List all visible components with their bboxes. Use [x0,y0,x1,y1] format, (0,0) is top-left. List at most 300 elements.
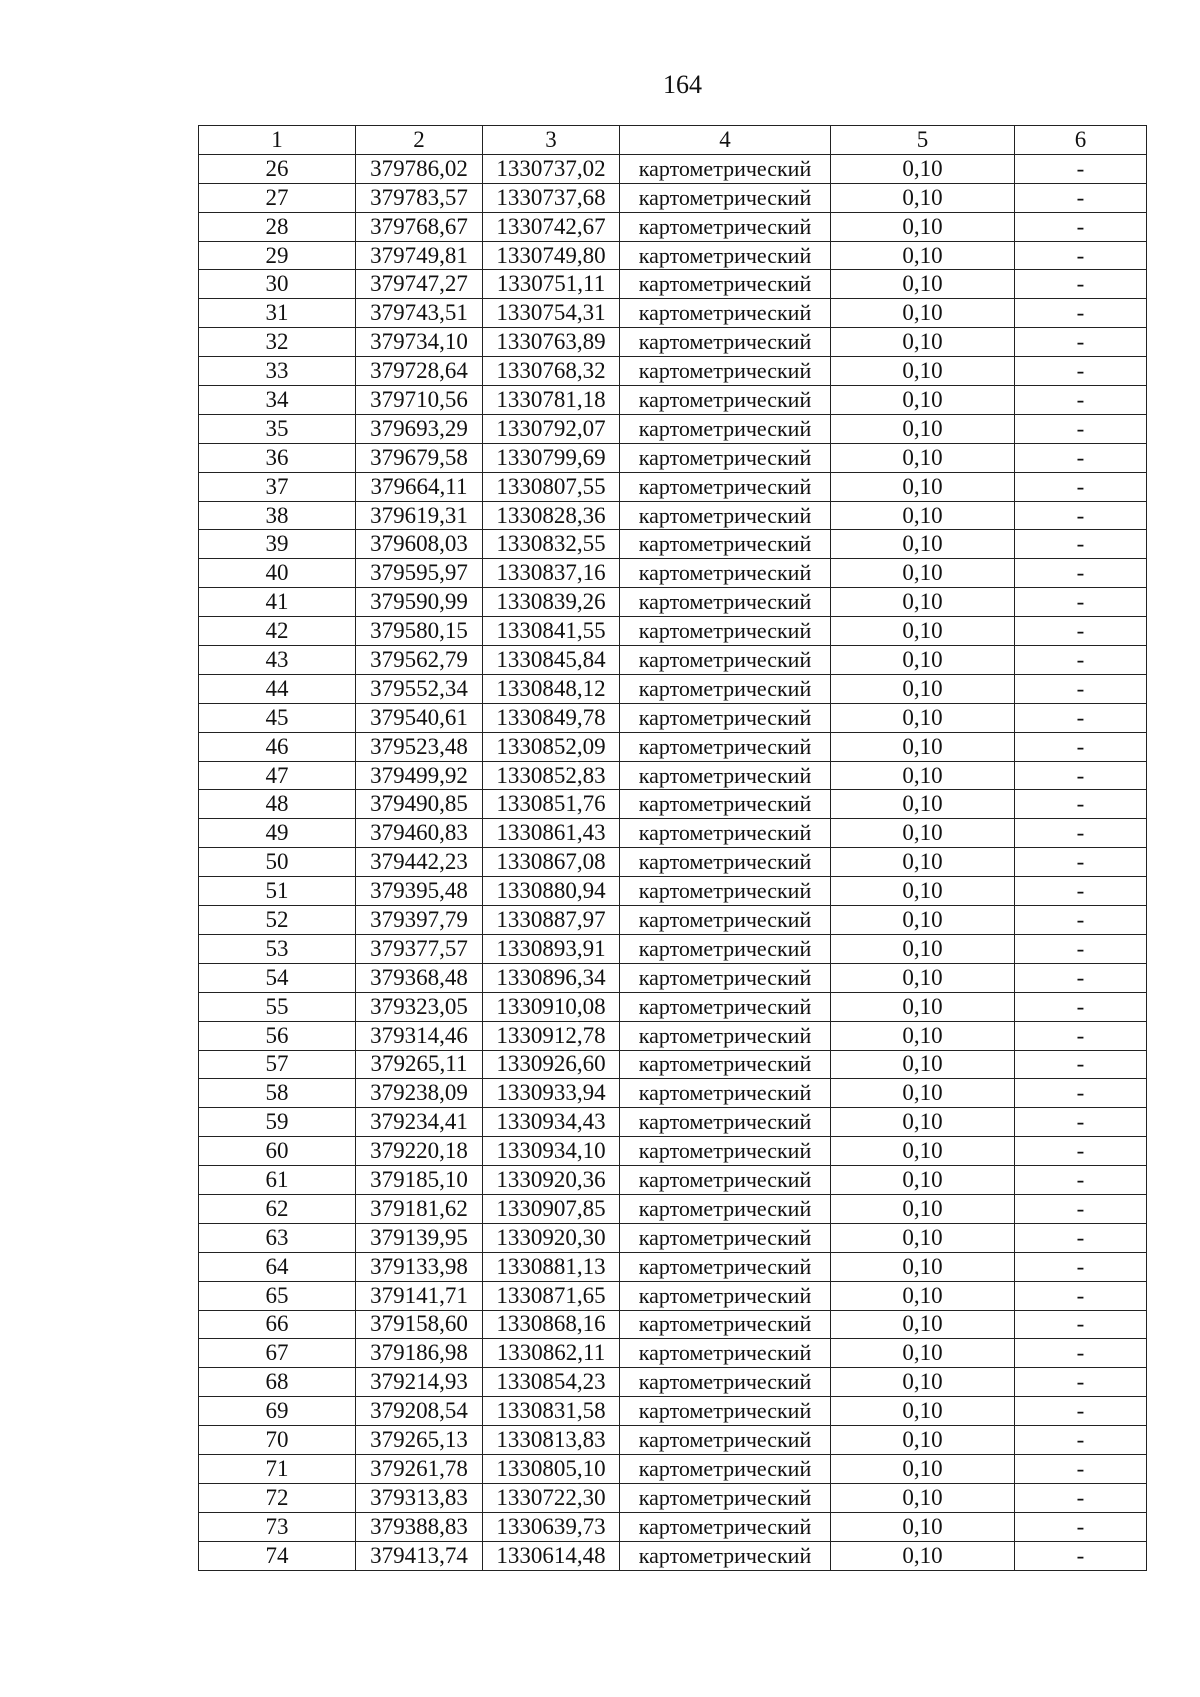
note-cell: - [1015,1454,1147,1483]
note-cell: - [1015,357,1147,386]
accuracy-cell: 0,10 [831,617,1015,646]
y-coordinate-cell: 1330934,43 [483,1108,620,1137]
y-coordinate-cell: 1330854,23 [483,1368,620,1397]
point-number-cell: 30 [199,270,356,299]
y-coordinate-cell: 1330813,83 [483,1426,620,1455]
table-row [199,1137,1147,1166]
accuracy-cell: 0,10 [831,501,1015,530]
accuracy-cell: 0,10 [831,732,1015,761]
point-number-cell: 73 [199,1512,356,1541]
accuracy-cell: 0,10 [831,934,1015,963]
point-number-cell: 37 [199,472,356,501]
note-cell: - [1015,848,1147,877]
x-coordinate-cell: 379181,62 [356,1194,483,1223]
y-coordinate-cell: 1330639,73 [483,1512,620,1541]
accuracy-cell: 0,10 [831,1050,1015,1079]
y-coordinate-cell: 1330852,09 [483,732,620,761]
method-cell: картометрический [620,559,831,588]
method-cell: картометрический [620,1079,831,1108]
accuracy-cell: 0,10 [831,819,1015,848]
y-coordinate-cell: 1330896,34 [483,963,620,992]
method-cell: картометрический [620,819,831,848]
table-row [199,732,1147,761]
point-number-cell: 60 [199,1137,356,1166]
x-coordinate-cell: 379388,83 [356,1512,483,1541]
x-coordinate-cell: 379460,83 [356,819,483,848]
note-cell: - [1015,819,1147,848]
x-coordinate-cell: 379499,92 [356,761,483,790]
page-number: 164 [663,70,702,99]
note-cell: - [1015,241,1147,270]
column-header-1: 1 [199,126,356,155]
method-cell: картометрический [620,934,831,963]
note-cell: - [1015,501,1147,530]
point-number-cell: 36 [199,443,356,472]
y-coordinate-cell: 1330880,94 [483,877,620,906]
column-header-3: 3 [483,126,620,155]
x-coordinate-cell: 379595,97 [356,559,483,588]
accuracy-cell: 0,10 [831,1483,1015,1512]
point-number-cell: 69 [199,1397,356,1426]
note-cell: - [1015,1483,1147,1512]
y-coordinate-cell: 1330849,78 [483,703,620,732]
table-row [199,154,1147,183]
method-cell: картометрический [620,443,831,472]
method-cell: картометрический [620,1252,831,1281]
accuracy-cell: 0,10 [831,357,1015,386]
table-row [199,559,1147,588]
note-cell: - [1015,617,1147,646]
x-coordinate-cell: 379679,58 [356,443,483,472]
point-number-cell: 62 [199,1194,356,1223]
note-cell: - [1015,154,1147,183]
y-coordinate-cell: 1330881,13 [483,1252,620,1281]
table-row [199,877,1147,906]
accuracy-cell: 0,10 [831,154,1015,183]
y-coordinate-cell: 1330754,31 [483,299,620,328]
x-coordinate-cell: 379540,61 [356,703,483,732]
note-cell: - [1015,1512,1147,1541]
column-header-6: 6 [1015,126,1147,155]
point-number-cell: 55 [199,992,356,1021]
table-body [199,154,1147,1570]
accuracy-cell: 0,10 [831,906,1015,935]
accuracy-cell: 0,10 [831,1166,1015,1195]
table-row [199,1310,1147,1339]
table-row [199,1050,1147,1079]
table-row [199,848,1147,877]
accuracy-cell: 0,10 [831,1223,1015,1252]
y-coordinate-cell: 1330722,30 [483,1483,620,1512]
point-number-cell: 68 [199,1368,356,1397]
method-cell: картометрический [620,1483,831,1512]
table-row [199,328,1147,357]
y-coordinate-cell: 1330742,67 [483,212,620,241]
accuracy-cell: 0,10 [831,472,1015,501]
x-coordinate-cell: 379619,31 [356,501,483,530]
method-cell: картометрический [620,646,831,675]
x-coordinate-cell: 379693,29 [356,414,483,443]
point-number-cell: 71 [199,1454,356,1483]
y-coordinate-cell: 1330737,02 [483,154,620,183]
note-cell: - [1015,1166,1147,1195]
point-number-cell: 38 [199,501,356,530]
note-cell: - [1015,1339,1147,1368]
method-cell: картометрический [620,1050,831,1079]
note-cell: - [1015,1252,1147,1281]
accuracy-cell: 0,10 [831,1252,1015,1281]
method-cell: картометрический [620,1108,831,1137]
y-coordinate-cell: 1330867,08 [483,848,620,877]
accuracy-cell: 0,10 [831,183,1015,212]
method-cell: картометрический [620,1223,831,1252]
note-cell: - [1015,183,1147,212]
x-coordinate-cell: 379158,60 [356,1310,483,1339]
note-cell: - [1015,934,1147,963]
point-number-cell: 40 [199,559,356,588]
note-cell: - [1015,1079,1147,1108]
accuracy-cell: 0,10 [831,588,1015,617]
y-coordinate-cell: 1330749,80 [483,241,620,270]
note-cell: - [1015,1223,1147,1252]
method-cell: картометрический [620,877,831,906]
table-row [199,183,1147,212]
table-row [199,212,1147,241]
y-coordinate-cell: 1330737,68 [483,183,620,212]
table-row [199,906,1147,935]
y-coordinate-cell: 1330614,48 [483,1541,620,1570]
note-cell: - [1015,559,1147,588]
accuracy-cell: 0,10 [831,1512,1015,1541]
point-number-cell: 35 [199,414,356,443]
note-cell: - [1015,472,1147,501]
note-cell: - [1015,674,1147,703]
accuracy-cell: 0,10 [831,1079,1015,1108]
point-number-cell: 45 [199,703,356,732]
note-cell: - [1015,790,1147,819]
x-coordinate-cell: 379608,03 [356,530,483,559]
y-coordinate-cell: 1330934,10 [483,1137,620,1166]
method-cell: картометрический [620,1426,831,1455]
point-number-cell: 54 [199,963,356,992]
point-number-cell: 42 [199,617,356,646]
table-row [199,443,1147,472]
table-row [199,992,1147,1021]
method-cell: картометрический [620,703,831,732]
y-coordinate-cell: 1330768,32 [483,357,620,386]
point-number-cell: 57 [199,1050,356,1079]
point-number-cell: 52 [199,906,356,935]
x-coordinate-cell: 379220,18 [356,1137,483,1166]
accuracy-cell: 0,10 [831,1368,1015,1397]
table-row [199,1252,1147,1281]
table-row [199,1541,1147,1570]
accuracy-cell: 0,10 [831,443,1015,472]
y-coordinate-cell: 1330751,11 [483,270,620,299]
table-row [199,819,1147,848]
accuracy-cell: 0,10 [831,1339,1015,1368]
table-row [199,1194,1147,1223]
point-number-cell: 58 [199,1079,356,1108]
method-cell: картометрический [620,1512,831,1541]
note-cell: - [1015,414,1147,443]
accuracy-cell: 0,10 [831,1397,1015,1426]
point-number-cell: 51 [199,877,356,906]
point-number-cell: 46 [199,732,356,761]
table-row [199,1223,1147,1252]
table-row [199,703,1147,732]
accuracy-cell: 0,10 [831,1021,1015,1050]
x-coordinate-cell: 379265,13 [356,1426,483,1455]
y-coordinate-cell: 1330828,36 [483,501,620,530]
point-number-cell: 44 [199,674,356,703]
x-coordinate-cell: 379186,98 [356,1339,483,1368]
y-coordinate-cell: 1330763,89 [483,328,620,357]
table-row [199,1397,1147,1426]
table-row [199,761,1147,790]
table-row [199,1079,1147,1108]
table-row [199,588,1147,617]
note-cell: - [1015,530,1147,559]
y-coordinate-cell: 1330781,18 [483,386,620,415]
y-coordinate-cell: 1330852,83 [483,761,620,790]
y-coordinate-cell: 1330920,36 [483,1166,620,1195]
y-coordinate-cell: 1330839,26 [483,588,620,617]
x-coordinate-cell: 379214,93 [356,1368,483,1397]
table-row [199,241,1147,270]
x-coordinate-cell: 379747,27 [356,270,483,299]
point-number-cell: 29 [199,241,356,270]
x-coordinate-cell: 379314,46 [356,1021,483,1050]
method-cell: картометрический [620,530,831,559]
note-cell: - [1015,386,1147,415]
note-cell: - [1015,443,1147,472]
y-coordinate-cell: 1330845,84 [483,646,620,675]
method-cell: картометрический [620,761,831,790]
x-coordinate-cell: 379783,57 [356,183,483,212]
method-cell: картометрический [620,906,831,935]
table-row [199,1454,1147,1483]
note-cell: - [1015,1426,1147,1455]
method-cell: картометрический [620,674,831,703]
point-number-cell: 49 [199,819,356,848]
method-cell: картометрический [620,1281,831,1310]
accuracy-cell: 0,10 [831,1194,1015,1223]
note-cell: - [1015,299,1147,328]
note-cell: - [1015,877,1147,906]
table-row [199,963,1147,992]
x-coordinate-cell: 379141,71 [356,1281,483,1310]
table-row [199,1512,1147,1541]
accuracy-cell: 0,10 [831,1108,1015,1137]
x-coordinate-cell: 379552,34 [356,674,483,703]
note-cell: - [1015,703,1147,732]
table-row [199,1426,1147,1455]
note-cell: - [1015,1310,1147,1339]
method-cell: картометрический [620,1541,831,1570]
table-row [199,1281,1147,1310]
x-coordinate-cell: 379397,79 [356,906,483,935]
x-coordinate-cell: 379234,41 [356,1108,483,1137]
point-number-cell: 33 [199,357,356,386]
method-cell: картометрический [620,617,831,646]
x-coordinate-cell: 379139,95 [356,1223,483,1252]
note-cell: - [1015,588,1147,617]
accuracy-cell: 0,10 [831,212,1015,241]
accuracy-cell: 0,10 [831,1426,1015,1455]
accuracy-cell: 0,10 [831,299,1015,328]
accuracy-cell: 0,10 [831,270,1015,299]
table-row [199,530,1147,559]
y-coordinate-cell: 1330799,69 [483,443,620,472]
accuracy-cell: 0,10 [831,1137,1015,1166]
point-number-cell: 27 [199,183,356,212]
point-number-cell: 59 [199,1108,356,1137]
point-number-cell: 26 [199,154,356,183]
x-coordinate-cell: 379395,48 [356,877,483,906]
method-cell: картометрический [620,501,831,530]
x-coordinate-cell: 379313,83 [356,1483,483,1512]
table-header [199,126,1147,155]
x-coordinate-cell: 379562,79 [356,646,483,675]
x-coordinate-cell: 379323,05 [356,992,483,1021]
note-cell: - [1015,1108,1147,1137]
accuracy-cell: 0,10 [831,1310,1015,1339]
x-coordinate-cell: 379133,98 [356,1252,483,1281]
point-number-cell: 66 [199,1310,356,1339]
note-cell: - [1015,328,1147,357]
accuracy-cell: 0,10 [831,1454,1015,1483]
accuracy-cell: 0,10 [831,559,1015,588]
note-cell: - [1015,270,1147,299]
y-coordinate-cell: 1330837,16 [483,559,620,588]
note-cell: - [1015,906,1147,935]
y-coordinate-cell: 1330893,91 [483,934,620,963]
y-coordinate-cell: 1330933,94 [483,1079,620,1108]
method-cell: картометрический [620,386,831,415]
y-coordinate-cell: 1330868,16 [483,1310,620,1339]
method-cell: картометрический [620,1454,831,1483]
accuracy-cell: 0,10 [831,674,1015,703]
method-cell: картометрический [620,154,831,183]
note-cell: - [1015,761,1147,790]
point-number-cell: 53 [199,934,356,963]
method-cell: картометрический [620,241,831,270]
point-number-cell: 50 [199,848,356,877]
y-coordinate-cell: 1330851,76 [483,790,620,819]
x-coordinate-cell: 379768,67 [356,212,483,241]
table-row [199,1108,1147,1137]
method-cell: картометрический [620,357,831,386]
method-cell: картометрический [620,183,831,212]
accuracy-cell: 0,10 [831,1541,1015,1570]
point-number-cell: 70 [199,1426,356,1455]
point-number-cell: 56 [199,1021,356,1050]
y-coordinate-cell: 1330841,55 [483,617,620,646]
note-cell: - [1015,1137,1147,1166]
y-coordinate-cell: 1330831,58 [483,1397,620,1426]
y-coordinate-cell: 1330871,65 [483,1281,620,1310]
x-coordinate-cell: 379786,02 [356,154,483,183]
header-row [199,126,1147,155]
note-cell: - [1015,1050,1147,1079]
point-number-cell: 43 [199,646,356,675]
accuracy-cell: 0,10 [831,877,1015,906]
table-row [199,1368,1147,1397]
point-number-cell: 64 [199,1252,356,1281]
note-cell: - [1015,963,1147,992]
point-number-cell: 34 [199,386,356,415]
note-cell: - [1015,646,1147,675]
table-row [199,1021,1147,1050]
point-number-cell: 65 [199,1281,356,1310]
table-row [199,357,1147,386]
point-number-cell: 32 [199,328,356,357]
x-coordinate-cell: 379743,51 [356,299,483,328]
note-cell: - [1015,212,1147,241]
table-row [199,472,1147,501]
point-number-cell: 48 [199,790,356,819]
y-coordinate-cell: 1330926,60 [483,1050,620,1079]
accuracy-cell: 0,10 [831,761,1015,790]
note-cell: - [1015,1541,1147,1570]
y-coordinate-cell: 1330910,08 [483,992,620,1021]
table-row [199,1339,1147,1368]
x-coordinate-cell: 379710,56 [356,386,483,415]
accuracy-cell: 0,10 [831,1281,1015,1310]
y-coordinate-cell: 1330887,97 [483,906,620,935]
note-cell: - [1015,1397,1147,1426]
y-coordinate-cell: 1330912,78 [483,1021,620,1050]
accuracy-cell: 0,10 [831,328,1015,357]
table-row [199,299,1147,328]
accuracy-cell: 0,10 [831,386,1015,415]
x-coordinate-cell: 379238,09 [356,1079,483,1108]
point-number-cell: 41 [199,588,356,617]
method-cell: картометрический [620,1137,831,1166]
x-coordinate-cell: 379523,48 [356,732,483,761]
accuracy-cell: 0,10 [831,703,1015,732]
method-cell: картометрический [620,1368,831,1397]
x-coordinate-cell: 379590,99 [356,588,483,617]
method-cell: картометрический [620,1194,831,1223]
column-header-5: 5 [831,126,1015,155]
x-coordinate-cell: 379734,10 [356,328,483,357]
x-coordinate-cell: 379664,11 [356,472,483,501]
note-cell: - [1015,1021,1147,1050]
accuracy-cell: 0,10 [831,790,1015,819]
y-coordinate-cell: 1330832,55 [483,530,620,559]
x-coordinate-cell: 379377,57 [356,934,483,963]
table-row [199,617,1147,646]
table-row [199,646,1147,675]
accuracy-cell: 0,10 [831,241,1015,270]
coordinates-table [198,125,1147,1571]
table-row [199,674,1147,703]
point-number-cell: 28 [199,212,356,241]
x-coordinate-cell: 379368,48 [356,963,483,992]
table-row [199,1166,1147,1195]
note-cell: - [1015,992,1147,1021]
x-coordinate-cell: 379261,78 [356,1454,483,1483]
table-row [199,270,1147,299]
method-cell: картометрический [620,299,831,328]
method-cell: картометрический [620,732,831,761]
method-cell: картометрический [620,1397,831,1426]
x-coordinate-cell: 379749,81 [356,241,483,270]
x-coordinate-cell: 379490,85 [356,790,483,819]
note-cell: - [1015,1194,1147,1223]
